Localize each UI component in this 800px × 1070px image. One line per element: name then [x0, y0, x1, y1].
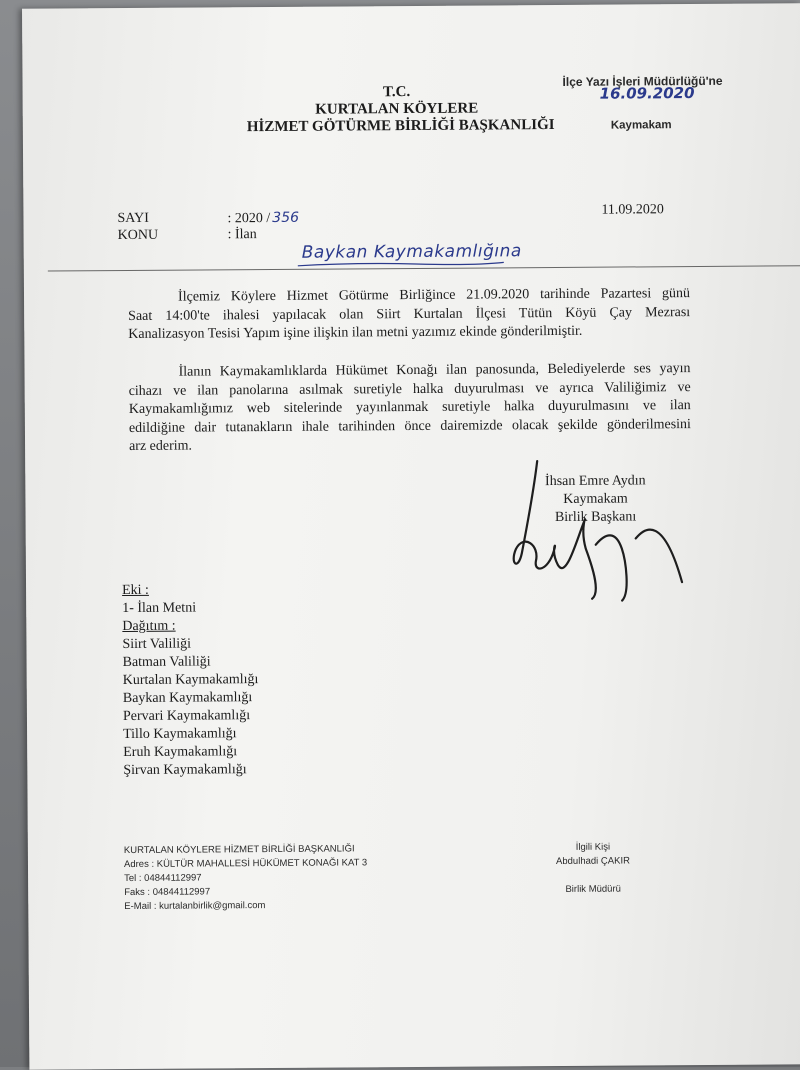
distribution-item: Kurtalan Kaymakamlığı	[122, 672, 259, 689]
konu-value: : İlan	[227, 227, 257, 243]
footer-email: E-Mail : kurtalanbirlik@gmail.com	[124, 900, 266, 913]
paragraph-1-line: Saat 14:00'te ihalesi yapılacak olan Siirt Kurtalan İlçesi Tütün Köyü Çay Mezrası	[128, 304, 691, 324]
header-line2: HİZMET GÖTÜRME BİRLİĞİ BAŞKANLIĞI	[246, 117, 555, 136]
footer-fax: Faks : 04844112997	[124, 886, 211, 899]
distribution-label: Dağıtım :	[122, 618, 176, 635]
signatory-title: Kaymakam	[563, 491, 628, 507]
sayi-handwritten-number: 356	[272, 209, 300, 226]
attachments-label: Eki :	[122, 582, 149, 599]
paragraph-2-line: Kaymakamlığımız web sitelerinde yayınlanmak suretiyle halka duyurulmasını ve ilan	[128, 398, 691, 417]
footer-contact-name: Abdulhadi ÇAKIR	[555, 855, 630, 868]
konu-label: KONU	[117, 227, 159, 244]
footer-organization: KURTALAN KÖYLERE HİZMET BİRLİĞİ BAŞKANLIĞI	[123, 843, 355, 857]
paragraph-1-line: Kanalizasyon Tesisi Yapım işine ilişkin ilan metni yazımız ekinde gönderilmiştir.	[128, 323, 583, 342]
header-tc: T.C.	[382, 84, 411, 101]
footer-contact-label: İlgili Kişi	[575, 841, 611, 853]
signatory-role: Birlik Başkanı	[554, 509, 637, 526]
addressee-handwritten: Baykan Kaymakamlığına	[301, 241, 522, 263]
paragraph-2	[128, 360, 691, 456]
paragraph-1-line: İlçemiz Köylere Hizmet Götürme Birliğince 21.09.2020 tarihinde Pazartesi günü	[177, 286, 691, 305]
distribution-item: Pervari Kaymakamlığı	[122, 708, 251, 725]
header-line1: KURTALAN KÖYLERE	[315, 100, 479, 118]
attachment-item: 1- İlan Metni	[122, 600, 197, 617]
distribution-item: Baykan Kaymakamlığı	[122, 690, 253, 707]
distribution-item: Eruh Kaymakamlığı	[123, 744, 238, 761]
stamp-handwritten-date: 16.09.2020	[599, 84, 695, 103]
distribution-item: Siirt Valiliği	[122, 636, 192, 653]
distribution-item: Tillo Kaymakamlığı	[123, 726, 237, 743]
document-page	[22, 3, 800, 1069]
document-date: 11.09.2020	[601, 202, 664, 218]
footer-contact-title: Birlik Müdürü	[565, 883, 621, 895]
paragraph-1	[128, 285, 690, 344]
footer-address: Adres : KÜLTÜR MAHALLESİ HÜKÜMET KONAĞI KAT 3	[123, 857, 368, 871]
stamp-department: İlçe Yazı İşleri Müdürlüğü'ne	[562, 73, 723, 89]
paragraph-2-line: edildiğine dair tutanakların ihale tarihinden önce dairemizde olacak şekilde gönderilmesini	[128, 416, 691, 436]
distribution-item: Şirvan Kaymakamlığı	[123, 762, 247, 779]
stamp-office: Kaymakam	[610, 119, 672, 132]
sayi-label: SAYI	[117, 210, 149, 227]
sayi-value: : 2020 / 356	[227, 209, 300, 227]
paragraph-2-line: İlanın Kaymakamlıklarda Hükümet Konağı ilan panosunda, Belediyelerde ses yayın	[178, 361, 691, 380]
footer-telephone: Tel : 04844112997	[124, 872, 202, 885]
paragraph-2-line: arz ederim.	[129, 438, 193, 454]
signatory-name: İhsan Emre Aydın	[544, 473, 646, 490]
paragraph-2-line: cihazı ve ilan panolarına asılmak suretiyle halka duyurulması ve ayrıca Valiliğimiz ve	[128, 379, 691, 399]
distribution-item: Batman Valiliği	[122, 654, 211, 671]
